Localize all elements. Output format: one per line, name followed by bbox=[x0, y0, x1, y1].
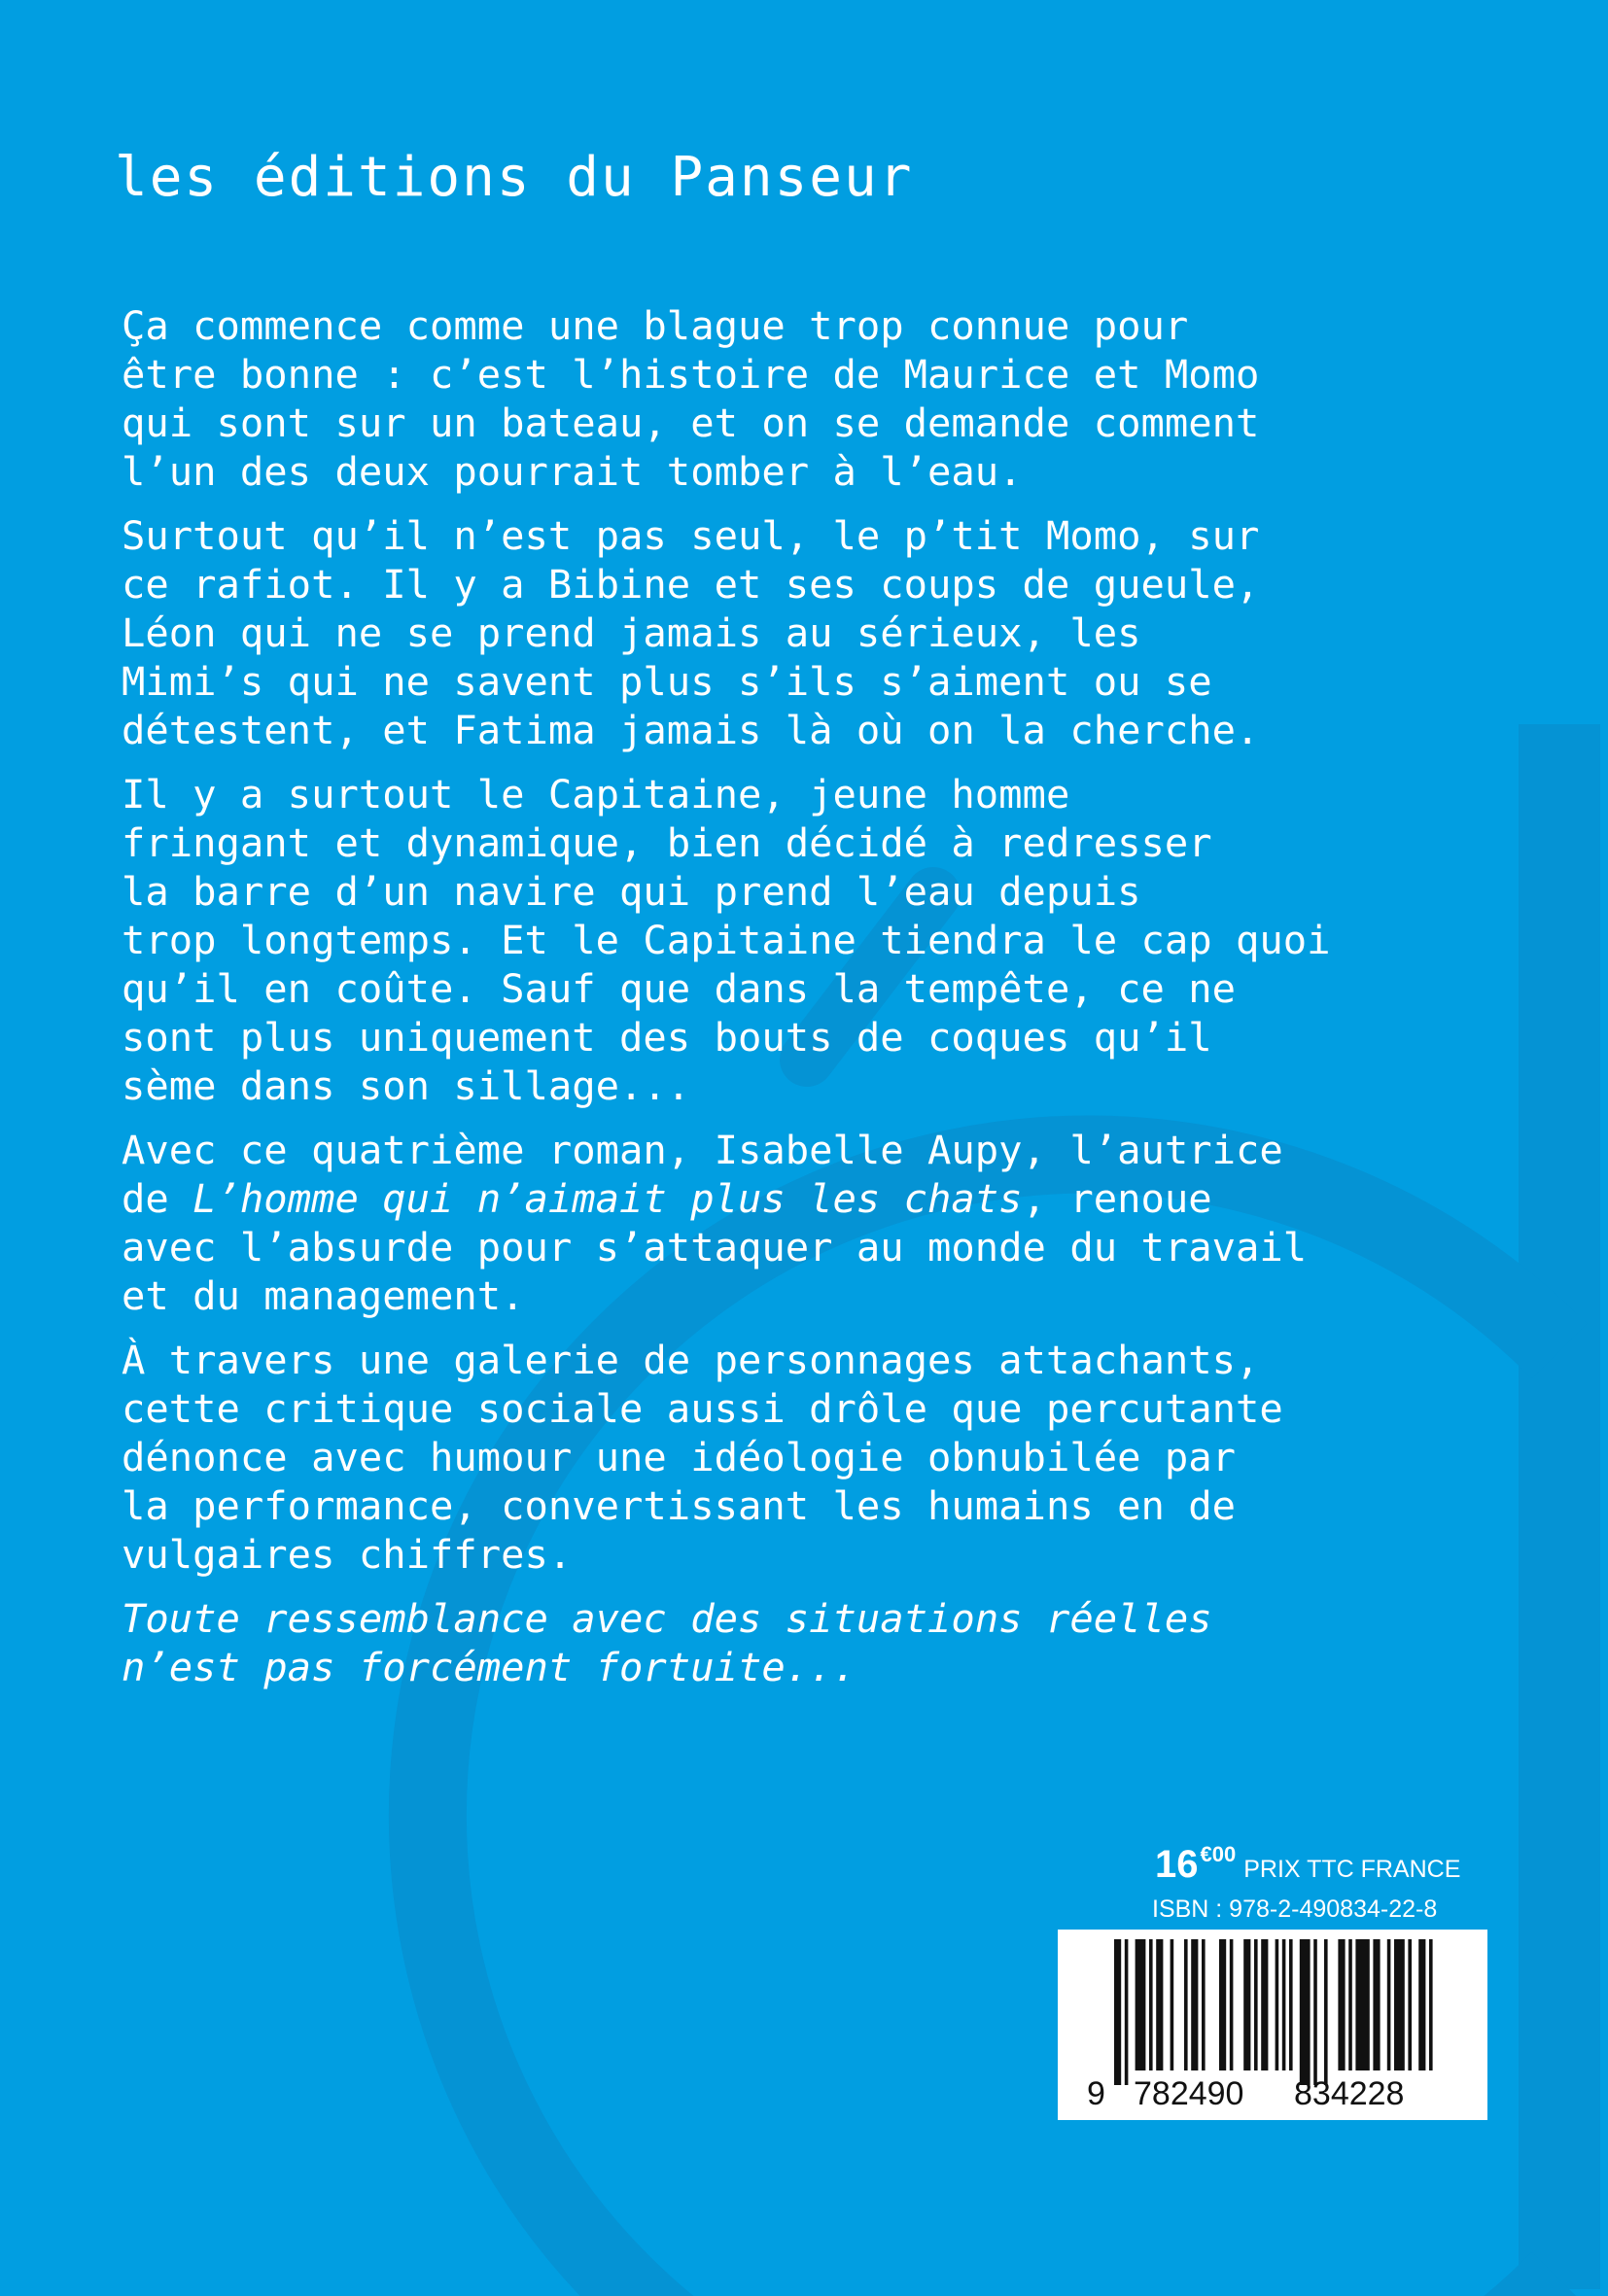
barcode-bar bbox=[1324, 1939, 1328, 2085]
barcode-bar bbox=[1202, 1939, 1206, 2070]
publisher-name: les éditions du Panseur bbox=[115, 146, 914, 209]
barcode-bar bbox=[1191, 1939, 1198, 2070]
barcode-bar bbox=[1219, 1939, 1226, 2070]
barcode-bar bbox=[1114, 1939, 1121, 2085]
barcode-bar bbox=[1387, 1939, 1391, 2070]
barcode-bar bbox=[1254, 1939, 1258, 2070]
watermark-stem bbox=[1519, 724, 1600, 2289]
barcode-bar bbox=[1429, 1939, 1433, 2070]
barcode-bar bbox=[1373, 1939, 1380, 2070]
text-line: Il y a surtout le Capitaine, jeune homme bbox=[122, 771, 1070, 818]
text-line: Surtout qu’il n’est pas seul, le p’tit Momo, sur bbox=[122, 512, 1260, 559]
barcode-digit-group-left: 782490 bbox=[1134, 2075, 1244, 2112]
barcode-bar bbox=[1125, 1939, 1129, 2085]
barcode-bar bbox=[1338, 1939, 1345, 2070]
barcode-bar bbox=[1243, 1939, 1250, 2070]
text-line: qui sont sur un bateau, et on se demande comment bbox=[122, 400, 1260, 446]
barcode-bar bbox=[1156, 1939, 1163, 2070]
barcode-bar bbox=[1184, 1939, 1188, 2070]
text-line: À travers une galerie de personnages attachants, bbox=[122, 1337, 1260, 1383]
text-line: fringant et dynamique, bien décidé à redresser bbox=[122, 819, 1212, 866]
barcode-bar bbox=[1289, 1939, 1293, 2070]
text-line: cette critique sociale aussi drôle que percutante bbox=[122, 1385, 1283, 1432]
text-line: l’un des deux pourrait tomber à l’eau. bbox=[122, 448, 1023, 495]
barcode-bar bbox=[1230, 1939, 1234, 2070]
paragraph-2 bbox=[122, 511, 1385, 754]
text-line: Mimi’s qui ne savent plus s’ils s’aiment ou se bbox=[122, 658, 1212, 705]
price-amount: 16 bbox=[1155, 1843, 1199, 1886]
barcode-bar bbox=[1348, 1939, 1352, 2070]
text-line: ce rafiot. Il y a Bibine et ses coups de gueule, bbox=[122, 561, 1260, 608]
barcode-bar bbox=[1355, 1939, 1369, 2070]
barcode-bar bbox=[1136, 1939, 1146, 2070]
text-line: détestent, et Fatima jamais là où on la cherche. bbox=[122, 707, 1260, 753]
barcode-bar bbox=[1149, 1939, 1153, 2070]
barcode-bar bbox=[1313, 1939, 1317, 2085]
text-line: n’est pas forcément fortuite... bbox=[122, 1644, 856, 1690]
text-line: sème dans son sillage... bbox=[122, 1062, 691, 1109]
back-cover-blurb bbox=[122, 301, 1385, 1707]
barcode-bar bbox=[1408, 1939, 1412, 2070]
barcode-digits bbox=[1058, 2075, 1487, 2114]
paragraph-4 bbox=[122, 1126, 1385, 1320]
barcode-bar bbox=[1276, 1939, 1279, 2070]
barcode-bar bbox=[1282, 1939, 1286, 2070]
text-line: vulgaires chiffres. bbox=[122, 1531, 573, 1578]
barcode-digit-prefix: 9 bbox=[1087, 2075, 1105, 2112]
barcode-bar bbox=[1394, 1939, 1405, 2070]
text-line: Léon qui ne se prend jamais au sérieux, les bbox=[122, 609, 1141, 656]
text-line: Ça commence comme une blague trop connue pour bbox=[122, 302, 1189, 349]
barcode-bar bbox=[1418, 1939, 1425, 2070]
text-line bbox=[122, 1174, 1385, 1223]
paragraph-1 bbox=[122, 301, 1385, 496]
text-line: sont plus uniquement des bouts de coques qu’il bbox=[122, 1014, 1212, 1061]
text-line: dénonce avec humour une idéologie obnubilée par bbox=[122, 1434, 1237, 1480]
text-line: qu’il en coûte. Sauf que dans la tempête, ce ne bbox=[122, 965, 1237, 1012]
paragraph-5 bbox=[122, 1336, 1385, 1579]
text-line: la performance, convertissant les humains en de bbox=[122, 1482, 1237, 1529]
text-line: trop longtemps. Et le Capitaine tiendra le cap quoi bbox=[122, 917, 1331, 963]
barcode-bar bbox=[1300, 1939, 1311, 2085]
barcode bbox=[1058, 1930, 1487, 2120]
text-line: être bonne : c’est l’histoire de Maurice et Momo bbox=[122, 351, 1260, 398]
text-line: la barre d’un navire qui prend l’eau depuis bbox=[122, 868, 1141, 915]
book-title: L’homme qui n’aimait plus les chats bbox=[192, 1175, 1023, 1222]
price-tag bbox=[1155, 1842, 1460, 1887]
isbn-text: ISBN : 978-2-490834-22-8 bbox=[1152, 1896, 1438, 1923]
barcode-bar bbox=[1171, 1939, 1174, 2070]
text-fragment: , renoue bbox=[1022, 1175, 1212, 1222]
text-line: avec l’absurde pour s’attaquer au monde du travail bbox=[122, 1224, 1308, 1270]
price-label: PRIX TTC FRANCE bbox=[1243, 1856, 1461, 1883]
text-fragment: de bbox=[122, 1175, 193, 1222]
price-cents: €00 bbox=[1200, 1842, 1237, 1866]
barcode-digit-group-right: 834228 bbox=[1294, 2075, 1405, 2112]
text-line: Avec ce quatrième roman, Isabelle Aupy, l’autrice bbox=[122, 1127, 1283, 1173]
text-line: Toute ressemblance avec des situations réelles bbox=[122, 1595, 1212, 1642]
barcode-bar bbox=[1261, 1939, 1268, 2070]
paragraph-3 bbox=[122, 770, 1385, 1110]
tagline bbox=[122, 1594, 1385, 1691]
text-line: et du management. bbox=[122, 1272, 525, 1319]
